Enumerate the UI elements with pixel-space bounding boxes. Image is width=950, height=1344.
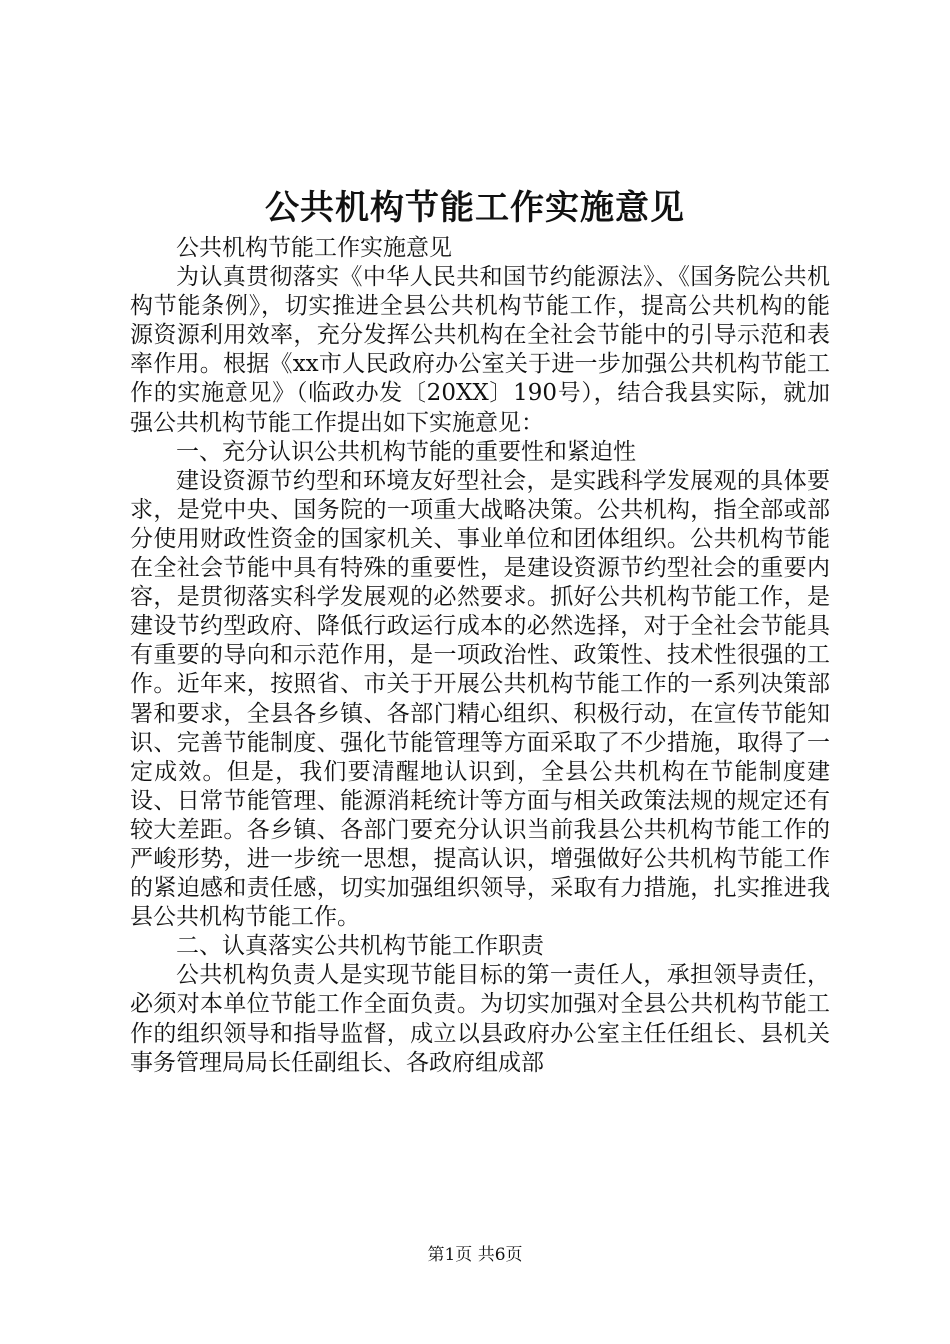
paragraph-intro: 为认真贯彻落实《中华人民共和国节约能源法》、《国务院公共机构节能条例》，切实推进全县公共机构节能工作，提高公共机构的能源资源利用效率，充分发挥公共机构在全社会节能中的引导示范和表率作用。根据《xx市人民政府办公室关于进一步加强公共机构节能工作的实施意见》（临政办发〔20XX〕190号），结合我县实际，就加强公共机构节能工作提出如下实施意见： (130, 264, 830, 436)
document-body (130, 234, 830, 1078)
section-heading-1: 一、充分认识公共机构节能的重要性和紧迫性 (176, 438, 636, 465)
paragraph-subtitle: 公共机构节能工作实施意见 (176, 235, 452, 261)
page-number-footer: 第1页 共6页 (427, 1245, 523, 1265)
document-title: 公共机构节能工作实施意见 (265, 188, 685, 228)
section-heading-2: 二、认真落实公共机构节能工作职责 (176, 933, 544, 960)
paragraph-section-2: 公共机构负责人是实现节能目标的第一责任人，承担领导责任，必须对本单位节能工作全面负责。为切实加强对全县公共机构节能工作的组织领导和指导监督，成立以县政府办公室主任任组长、县机关事务管理局局长任副组长、各政府组成部 (130, 962, 830, 1076)
paragraph-section-1: 建设资源节约型和环境友好型社会，是实践科学发展观的具体要求，是党中央、国务院的一项重大战略决策。公共机构，指全部或部分使用财政性资金的国家机关、事业单位和团体组织。公共机构节能在全社会节能中具有特殊的重要性，是建设资源节约型社会的重要内容，是贯彻落实科学发展观的必然要求。抓好公共机构节能工作，是建设节约型政府、降低行政运行成本的必然选择，对于全社会节能具有重要的导向和示范作用，是一项政治性、政策性、技术性很强的工作。近年来，按照省、市关于开展公共机构节能工作的一系列决策部署和要求，全县各乡镇、各部门精心组织、积极行动，在宣传节能知识、完善节能制度、强化节能管理等方面采取了不少措施，取得了一定成效。但是，我们要清醒地认识到，全县公共机构在节能制度建设、日常节能管理、能源消耗统计等方面与相关政策法规的规定还有较大差距。各乡镇、各部门要充分认识当前我县公共机构节能工作的严峻形势，进一步统一思想，提高认识，增强做好公共机构节能工作的紧迫感和责任感，切实加强组织领导，采取有力措施，扎实推进我县公共机构节能工作。 (130, 467, 830, 931)
